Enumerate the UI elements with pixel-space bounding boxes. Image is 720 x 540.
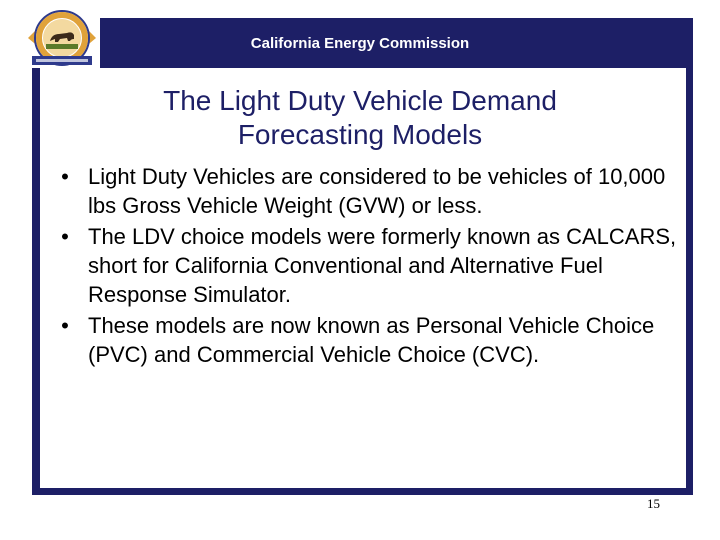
right-border-rule: [686, 68, 693, 495]
bullet-marker: •: [61, 313, 69, 338]
bullet-list: [55, 162, 680, 371]
california-energy-commission-seal-icon: [22, 8, 102, 70]
bullet-marker: •: [61, 164, 69, 189]
bullet-item: [55, 222, 680, 309]
bottom-border-rule: [32, 488, 693, 495]
bullet-marker: •: [61, 224, 69, 249]
bullet-text: The LDV choice models were formerly known as CALCARS, short for California Conventional and Alternative Fuel Response Simulator.: [88, 224, 677, 307]
slide-title-line-2: Forecasting Models: [237, 119, 483, 150]
bullet-item: [55, 162, 680, 220]
left-border-rule: [32, 68, 40, 495]
slide-title-line-1: The Light Duty Vehicle Demand: [163, 85, 557, 116]
header-title: California Energy Commission: [250, 35, 470, 52]
bullet-item: [55, 311, 680, 369]
slide-title: [60, 84, 660, 152]
page-number: 15: [647, 496, 660, 511]
bullet-text: These models are now known as Personal Vehicle Choice (PVC) and Commercial Vehicle Choice (CVC).: [88, 313, 655, 367]
bullet-text: Light Duty Vehicles are considered to be vehicles of 10,000 lbs Gross Vehicle Weight (GVW) or less.: [88, 164, 666, 218]
